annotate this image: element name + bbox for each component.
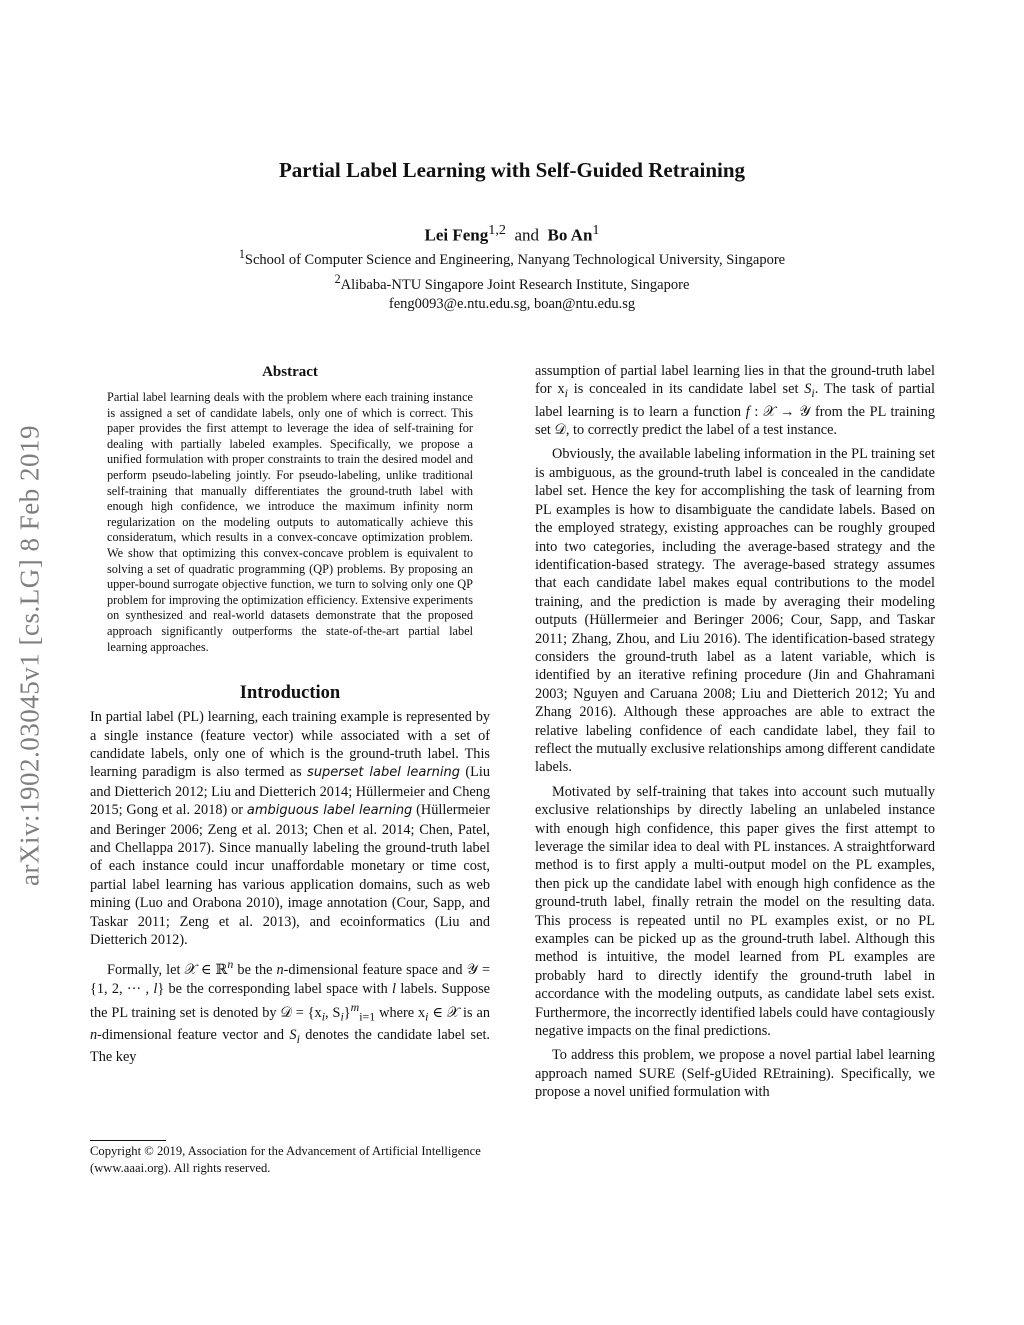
introduction-heading: Introduction [239, 683, 341, 704]
term-superset: superset label learning [307, 765, 461, 781]
affiliation-1: $^1$School of Computer Science and Engineering, Nanyang Technological University, Singapore [238, 247, 786, 268]
footnote-rule [90, 1140, 166, 1141]
author-1-affil: 1,2 [488, 222, 506, 238]
abstract-heading: Abstract [262, 364, 318, 380]
author-2-affil: 1 [592, 222, 600, 238]
right-paragraph-1: assumption of partial label learning lies in that the ground-truth label for $x_i$ is concealed in its candidate label set $S_i$. The task of partial label learning is to learn a function f : 𝒳 → 𝒴 from the PL training set 𝒟, to correctly predict the label of a test instance. [535, 363, 935, 439]
affiliations [0, 245, 1024, 314]
author-line [0, 222, 1024, 246]
intro-paragraph-2: Formally, let 𝒳 ∈ ℝ$^n$ be the n-dimensional feature space and 𝒴 = {1, 2, ··· , l} be the corresponding label space with l labels. Suppose the PL training set is denoted by 𝒟 = {$x_i$, $S_i\}^m_{i=1}$ where $x_i$ ∈ 𝒳 is an n-dimensional feature vector and $S_i$ denotes the candidate label set. The key [90, 957, 491, 1066]
left-column [90, 364, 490, 1067]
affiliation-2: $^2$Alibaba-NTU Singapore Joint Research Institute, Singapore [334, 271, 690, 293]
intro-paragraph-1: In partial label (PL) learning, each training example is represented by a single instance (feature vector) while associated with a set of candidate labels, only one of which is the ground-truth label. This learning paradigm is also termed as superset label learning (Liu and Dietterich 2012; Liu and Dietterich 2014; Hüllermeier and Cheng 2015; Gong et al. 2018) or ambiguous label learning (Hüllermeier and Beringer 2006; Zeng et al. 2013; Chen et al. 2014; Chen, Patel, and Chellappa 2017). Since manually labeling the ground-truth label of each instance could incur unaffordable monetary or time cost, partial label learning has various application domains, such as web mining (Luo and Orabona 2010), image annotation (Cour, Sapp, and Taskar 2011; Zeng et al. 2013), and ecoinformatics (Liu and Dietterich 2012). [90, 709, 490, 948]
author-1: Lei Feng [424, 225, 489, 245]
copyright-footnote: Copyright © 2019, Association for the Advancement of Artificial Intelligence (www.aaai.org). All rights reserved. [90, 1144, 481, 1175]
author-emails: feng0093@e.ntu.edu.sg, boan@ntu.edu.sg [388, 295, 636, 312]
right-paragraph-4: To address this problem, we propose a novel partial label learning approach named SURE (Self-gUided REtraining). Specifically, we propose a novel unified formulation with [535, 1047, 935, 1101]
right-paragraph-3: Motivated by self-training that takes into account such mutually exclusive relationships by directly labeling an unlabeled instance with enough high confidence, this paper gives the first attempt to leverage the similar idea to deal with PL instances. A straightforward method is to first apply a multi-output model on the PL examples, then pick up the candidate label with enough high confidence as the ground-truth label, finally retrain the model on the resulting data. This process is repeated until no PL examples exist, or no PL examples can be picked up as the ground-truth label. Although this method is intuitive, the model learned from PL examples are probably hard to directly identify the ground-truth label in accordance with the modeling outputs, as candidate label sets exist. Furthermore, the incorrectly identified labels could have contagiously negative impacts on the final predictions. [535, 783, 935, 1040]
author-2: Bo An [547, 225, 593, 245]
arxiv-stamp: arXiv:1902.03045v1 [cs.LG] 8 Feb 2019 [14, 425, 45, 886]
author-conjunction: and [514, 225, 540, 245]
term-ambiguous: ambiguous label learning [246, 803, 413, 819]
abstract-text: Partial label learning deals with the problem where each training instance is assigned a set of candidate labels, only one of which is correct. This paper provides the first attempt to leverage the idea of self-training for dealing with partially labeled examples. Specifically, we propose a unified formulation with proper constraints to train the desired model and perform pseudo-labeling jointly. For pseudo-labeling, unlike traditional self-training that manually differentiates the ground-truth label with enough high confidence, we introduce the maximum infinity norm regularization on the modeling outputs to automatically achieve this consideratum, which results in a convex-concave optimization problem. We show that optimizing this convex-concave problem is equivalent to solving a set of quadratic programming (QP) problems. By proposing an upper-bound surrogate objective function, we turn to solving only one QP problem for improving the optimization efficiency. Extensive experiments on synthesized and real-world datasets demonstrate that the proposed approach significantly outperforms the state-of-the-art partial label learning approaches. [107, 390, 473, 654]
right-column [535, 362, 935, 1102]
right-paragraph-2: Obviously, the available labeling information in the PL training set is ambiguous, as the ground-truth label is concealed in the candidate label set. Hence the key for accomplishing the task of learning from PL examples is how to disambiguate the candidate labels. Based on the employed strategy, existing approaches can be roughly grouped into two categories, including the average-based strategy and the identification-based strategy. The average-based strategy assumes that each candidate label makes equal contributions to the model training, and the prediction is made by averaging their modeling outputs (Hüllermeier and Beringer 2006; Cour, Sapp, and Taskar 2011; Zhang, Zhou, and Liu 2016). The identification-based strategy considers the ground-truth label as a latent variable, which is identified by an iterative refining procedure (Jin and Ghahramani 2003; Nguyen and Caruana 2008; Liu and Dietterich 2012; Yu and Zhang 2016). Although these approaches are able to extract the relative labeling confidence of each candidate label, they fail to reflect the mutually exclusive relationships among different candidate labels. [535, 446, 935, 776]
paper-title: Partial Label Learning with Self-Guided Retraining [278, 158, 746, 182]
